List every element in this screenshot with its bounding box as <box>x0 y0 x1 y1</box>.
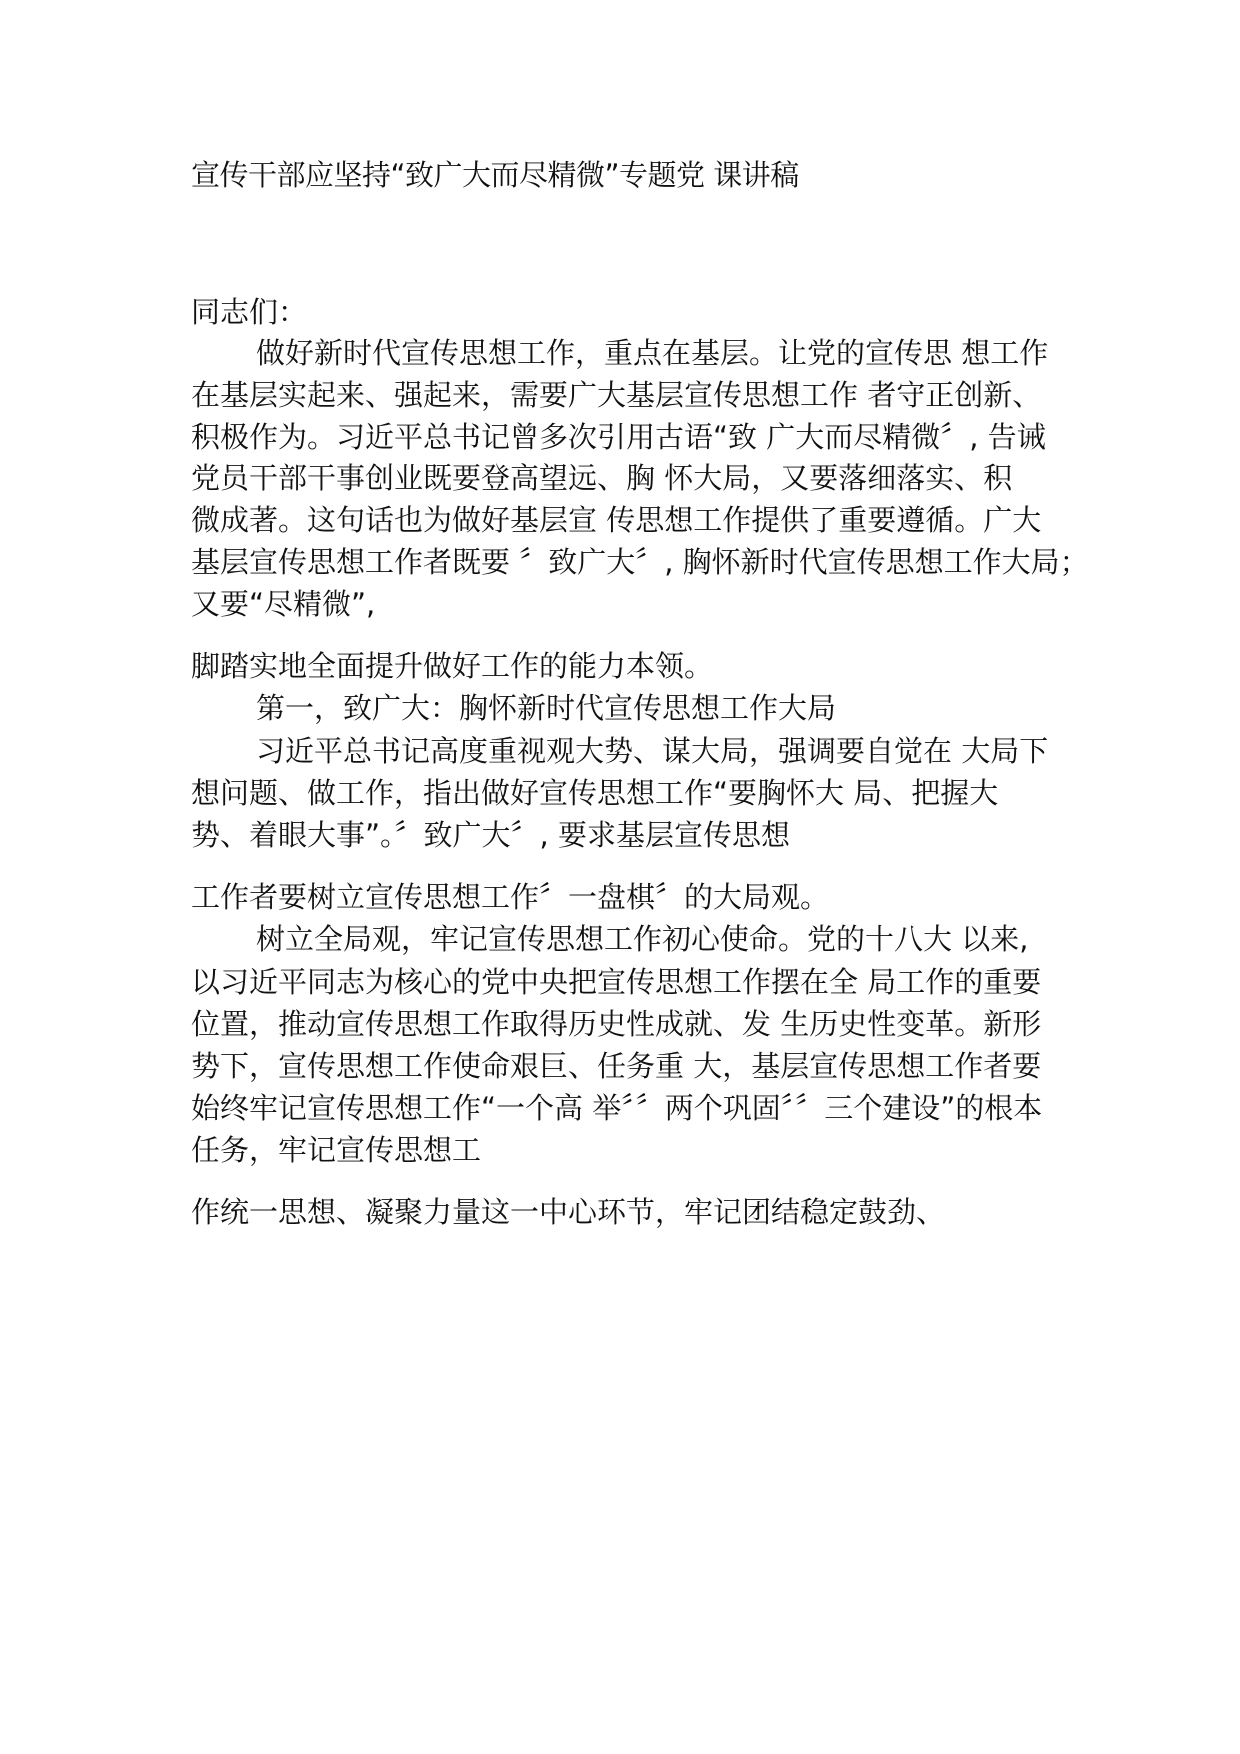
paragraph-line: 树立全局观，牢记宣传思想工作初心使命。党的十八大 以来, <box>256 922 1029 956</box>
paragraph-line: 始终牢记宣传思想工作“一个高 举〞〞两个巩固〞〞三个建设”的根本 <box>191 1091 1043 1125</box>
paragraph-line: 以习近平同志为核心的党中央把宣传思想工作摆在全 局工作的重要 <box>191 965 1042 999</box>
paragraph-line: 位置，推动宣传思想工作取得历史性成就、发 生历史性变革。新形 <box>191 1007 1042 1041</box>
paragraph-line: 在基层实起来、强起来，需要广大基层宣传思想工作 者守正创新、 <box>191 378 1042 412</box>
paragraph-line: 势下，宣传思想工作使命艰巨、任务重 大，基层宣传思想工作者要 <box>191 1049 1042 1083</box>
paragraph-line: 想问题、做工作，指出做好宣传思想工作“要胸怀大 局、把握大 <box>191 776 999 810</box>
paragraph-line: 微成著。这句话也为做好基层宣 传思想工作提供了重要遵循。广大 <box>191 503 1042 537</box>
paragraph-line: 作统一思想、凝聚力量这一中心环节，牢记团结稳定鼓劲、 <box>191 1195 946 1229</box>
paragraph-line: 基层宣传思想工作者既要 〞致广大〞, 胸怀新时代宣传思想工作大局； <box>191 545 1089 579</box>
paragraph-line: 势、着眼大事”。〞致广大〞, 要求基层宣传思想 <box>191 818 790 852</box>
paragraph-line: 积极作为。习近平总书记曾多次引用古语“致 广大而尽精微〞, 告诫 <box>191 420 1046 454</box>
paragraph-line: 任务，牢记宣传思想工 <box>191 1133 482 1167</box>
salutation: 同志们： <box>191 295 308 329</box>
paragraph-line: 习近平总书记高度重视观大势、谋大局，强调要自觉在 大局下 <box>256 734 1049 768</box>
paragraph-line: 又要“尽精微”, <box>191 587 376 621</box>
paragraph-line: 工作者要树立宣传思想工作〞一盘棋〞的大局观。 <box>191 880 830 914</box>
section-heading: 第一，致广大：胸怀新时代宣传思想工作大局 <box>256 691 837 725</box>
paragraph-line: 脚踏实地全面提升做好工作的能力本领。 <box>191 649 714 683</box>
paragraph-line: 党员干部干事创业既要登高望远、胸 怀大局，又要落细落实、积 <box>191 461 1013 495</box>
document-title: 宣传干部应坚持“致广大而尽精微”专题党 课讲稿 <box>191 158 799 192</box>
paragraph-line: 做好新时代宣传思想工作，重点在基层。让党的宣传思 想工作 <box>256 336 1049 370</box>
